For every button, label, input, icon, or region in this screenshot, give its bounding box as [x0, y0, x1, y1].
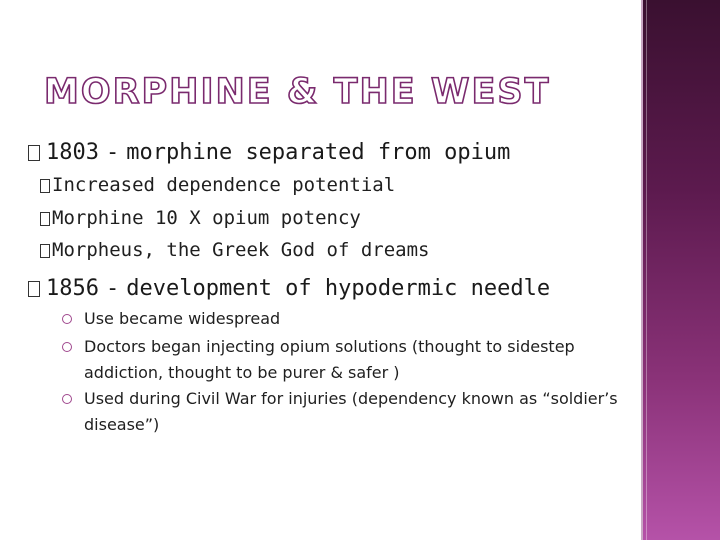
bullet-1856 [28, 276, 550, 301]
year-1803: 1803 [46, 140, 99, 165]
ring-bullet-icon [62, 394, 72, 404]
point-text: morphine separated from opium [126, 140, 511, 165]
year-1856: 1856 [46, 276, 99, 301]
sub-text: Morphine 10 X opium potency [52, 207, 361, 229]
ring-bullet-icon [62, 342, 72, 352]
sub-text: Morpheus, the Greek God of dreams [52, 239, 430, 261]
sub-text: Increased dependence potential [52, 174, 396, 196]
sub-bullet [84, 306, 639, 332]
checkbox-bullet-icon [40, 212, 50, 226]
sub-bullet [84, 386, 639, 438]
ring-bullet-icon [62, 314, 72, 324]
point-text: development of hypodermic needle [126, 276, 551, 301]
dash: - [105, 140, 120, 165]
decorative-side-band [641, 0, 720, 540]
checkbox-bullet-icon [28, 281, 40, 297]
sub-bullet [40, 239, 430, 261]
sub-bullet [40, 174, 395, 196]
checkbox-bullet-icon [40, 244, 50, 258]
sub-text: Use became widespread [84, 309, 281, 328]
bullet-1803 [28, 140, 510, 165]
sub-bullet [84, 334, 639, 386]
checkbox-bullet-icon [28, 145, 40, 161]
checkbox-bullet-icon [40, 179, 50, 193]
sub-text: Doctors began injecting opium solutions (thought to sidestep addiction, thought to be purer & safer ) [84, 337, 575, 382]
slide-title: MORPHINE & THE WEST [44, 72, 551, 112]
dash: - [105, 276, 120, 301]
sub-text: Used during Civil War for injuries (dependency known as “soldier’s disease”) [84, 389, 618, 434]
sub-bullet [40, 207, 361, 229]
